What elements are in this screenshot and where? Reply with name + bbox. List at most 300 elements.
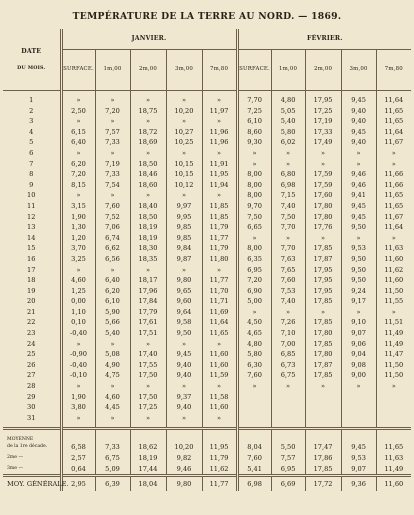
jan-value-cell: 9,58 bbox=[166, 317, 202, 328]
jan-value-cell: 11,60 bbox=[202, 360, 237, 371]
jan-value-cell: 17,79 bbox=[130, 307, 166, 318]
jan-value-cell: » bbox=[166, 381, 202, 392]
feb-value-cell: » bbox=[341, 148, 376, 159]
feb-summary-cell: 17,86 bbox=[305, 453, 341, 464]
table-row bbox=[3, 286, 411, 297]
jan-value-cell: » bbox=[95, 381, 130, 392]
feb-value-cell: 9,24 bbox=[341, 286, 376, 297]
jan-value-cell: 7,33 bbox=[95, 137, 130, 148]
jan-value-cell: 11,94 bbox=[202, 180, 237, 191]
jan-value-cell: 9,40 bbox=[166, 360, 202, 371]
table-row bbox=[3, 106, 411, 117]
empty-cell bbox=[95, 429, 130, 443]
table-row bbox=[3, 137, 411, 148]
feb-value-cell: 6,73 bbox=[271, 360, 305, 371]
feb-value-cell: » bbox=[376, 307, 411, 318]
feb-value-cell: 9,45 bbox=[341, 95, 376, 106]
feb-value-cell: » bbox=[376, 233, 411, 244]
jan-value-cell: » bbox=[202, 339, 237, 350]
feb-general-cell: 9,36 bbox=[341, 476, 376, 492]
jan-value-cell: » bbox=[166, 95, 202, 106]
feb-value-cell: 9,06 bbox=[341, 339, 376, 350]
feb-general-cell: 11,60 bbox=[376, 476, 411, 492]
feb-value-cell: 9,04 bbox=[341, 349, 376, 360]
feb-value-cell: 6,75 bbox=[271, 370, 305, 381]
jan-value-cell: 11,95 bbox=[202, 169, 237, 180]
feb-value-cell: 7,40 bbox=[271, 201, 305, 212]
feb-summary-cell: 5,50 bbox=[271, 442, 305, 453]
feb-value-cell: 6,98 bbox=[271, 180, 305, 191]
jan-summary-cell: 18,19 bbox=[130, 453, 166, 464]
jan-value-cell: 10,27 bbox=[166, 127, 202, 138]
jan-value-cell: 11,60 bbox=[202, 349, 237, 360]
feb-value-cell: 7,20 bbox=[237, 275, 271, 286]
feb-value-cell: 7,70 bbox=[271, 243, 305, 254]
jan-value-cell: 6,40 bbox=[95, 275, 130, 286]
jan-summary-cell: 7,33 bbox=[95, 442, 130, 453]
jan-value-cell: » bbox=[202, 381, 237, 392]
jan-value-cell: » bbox=[61, 95, 95, 106]
empty-cell bbox=[376, 429, 411, 443]
feb-value-cell: » bbox=[271, 307, 305, 318]
feb-value-cell: 7,63 bbox=[271, 254, 305, 265]
day-cell: 14 bbox=[27, 233, 36, 242]
jan-summary-cell: 18,62 bbox=[130, 442, 166, 453]
summary-label: 3me — bbox=[7, 465, 24, 471]
general-average-row bbox=[3, 476, 411, 492]
jan-value-cell: 7,54 bbox=[95, 180, 130, 191]
jan-value-cell: 6,74 bbox=[95, 233, 130, 244]
jan-value-cell: 9,40 bbox=[166, 370, 202, 381]
feb-value-cell: 4,80 bbox=[271, 95, 305, 106]
day-cell: 17 bbox=[27, 265, 36, 274]
jan-value-cell: » bbox=[61, 339, 95, 350]
page-title: TEMPÉRATURE DE LA TERRE AU NORD. — 1869. bbox=[72, 11, 342, 22]
feb-value-cell: 7,15 bbox=[271, 190, 305, 201]
jan-value-cell: 8,15 bbox=[61, 180, 95, 191]
feb-value-cell: 5,80 bbox=[271, 127, 305, 138]
feb-value-cell: 7,25 bbox=[237, 106, 271, 117]
feb-value-cell: 11,67 bbox=[376, 137, 411, 148]
feb-value-cell: 5,80 bbox=[237, 349, 271, 360]
jan-value-cell: » bbox=[130, 339, 166, 350]
jan-value-cell: 6,20 bbox=[61, 159, 95, 170]
feb-value-cell: 9,40 bbox=[341, 106, 376, 117]
empty-cell bbox=[271, 429, 305, 443]
empty-cell bbox=[305, 429, 341, 443]
day-cell: 20 bbox=[27, 297, 36, 306]
jan-value-cell: 11,79 bbox=[202, 222, 237, 233]
feb-value-cell: 9,70 bbox=[237, 201, 271, 212]
jan-value-cell: » bbox=[95, 413, 130, 424]
table-row bbox=[3, 233, 411, 244]
jan-value-cell: » bbox=[95, 116, 130, 127]
jan-value-cell: 3,25 bbox=[61, 254, 95, 265]
jan-value-cell: 9,40 bbox=[166, 402, 202, 413]
feb-value-cell: 6,80 bbox=[271, 169, 305, 180]
jan-value-cell: 18,30 bbox=[130, 243, 166, 254]
feb-value-cell bbox=[341, 402, 376, 413]
table-row bbox=[3, 254, 411, 265]
jan-value-cell: 9,84 bbox=[166, 243, 202, 254]
feb-value-cell: 4,65 bbox=[237, 328, 271, 339]
feb-value-cell bbox=[305, 392, 341, 403]
jan-summary-cell: 6,75 bbox=[95, 453, 130, 464]
temperature-table bbox=[3, 29, 411, 491]
feb-value-cell: 8,00 bbox=[237, 180, 271, 191]
feb-value-cell: » bbox=[341, 233, 376, 244]
jan-value-cell: 11,77 bbox=[202, 233, 237, 244]
feb-value-cell: 17,95 bbox=[305, 265, 341, 276]
day-cell: 21 bbox=[27, 307, 36, 316]
day-cell: 24 bbox=[27, 339, 36, 348]
jan-value-cell: » bbox=[61, 381, 95, 392]
jan-value-cell: 18,46 bbox=[130, 169, 166, 180]
jan-value-cell: » bbox=[61, 148, 95, 159]
jan-summary-cell: 9,46 bbox=[166, 464, 202, 476]
jan-value-cell: 18,50 bbox=[130, 159, 166, 170]
jan-value-cell: » bbox=[202, 265, 237, 276]
summary-header: MOYENNE bbox=[7, 436, 34, 442]
jan-value-cell: -0,10 bbox=[61, 370, 95, 381]
table-row bbox=[3, 307, 411, 318]
day-cell: 16 bbox=[27, 254, 36, 263]
day-cell: 31 bbox=[27, 413, 36, 422]
jan-value-cell: 7,20 bbox=[61, 169, 95, 180]
feb-value-cell: » bbox=[305, 307, 341, 318]
feb-value-cell: 6,10 bbox=[237, 116, 271, 127]
table-row bbox=[3, 339, 411, 350]
feb-general-cell: 6,98 bbox=[237, 476, 271, 492]
jan-value-cell: 11,59 bbox=[202, 370, 237, 381]
jan-value-cell: » bbox=[130, 95, 166, 106]
jan-summary-cell: 9,82 bbox=[166, 453, 202, 464]
jan-value-cell: 11,71 bbox=[202, 296, 237, 307]
jan-value-cell: 10,15 bbox=[166, 159, 202, 170]
summary-header-row bbox=[3, 429, 411, 443]
feb-value-cell: 9,10 bbox=[341, 317, 376, 328]
jan-value-cell: 4,90 bbox=[95, 360, 130, 371]
feb-value-cell: 17,80 bbox=[305, 201, 341, 212]
feb-depth-header: SURFACE. bbox=[237, 50, 271, 91]
jan-value-cell: -0,90 bbox=[61, 349, 95, 360]
feb-value-cell: » bbox=[237, 159, 271, 170]
jan-value-cell: 18,17 bbox=[130, 275, 166, 286]
jan-value-cell: » bbox=[166, 339, 202, 350]
jan-value-cell: 7,20 bbox=[95, 106, 130, 117]
jan-value-cell: 1,25 bbox=[61, 286, 95, 297]
feb-value-cell bbox=[305, 402, 341, 413]
feb-value-cell: 5,00 bbox=[237, 296, 271, 307]
jan-value-cell: 9,87 bbox=[166, 254, 202, 265]
jan-value-cell: 6,15 bbox=[61, 127, 95, 138]
feb-value-cell: » bbox=[341, 307, 376, 318]
jan-value-cell: » bbox=[95, 265, 130, 276]
jan-value-cell: 11,85 bbox=[202, 201, 237, 212]
table-row bbox=[3, 265, 411, 276]
feb-value-cell: 8,60 bbox=[237, 127, 271, 138]
feb-value-cell: 6,02 bbox=[271, 137, 305, 148]
feb-value-cell: 11,60 bbox=[376, 275, 411, 286]
jan-value-cell: » bbox=[202, 95, 237, 106]
feb-value-cell: 9,45 bbox=[341, 127, 376, 138]
feb-value-cell: 4,80 bbox=[237, 339, 271, 350]
feb-value-cell: 9,08 bbox=[341, 360, 376, 371]
table-row bbox=[3, 275, 411, 286]
jan-value-cell: 5,90 bbox=[95, 307, 130, 318]
feb-value-cell: » bbox=[271, 148, 305, 159]
jan-value-cell: 9,80 bbox=[166, 275, 202, 286]
jan-summary-cell: 11,95 bbox=[202, 442, 237, 453]
feb-value-cell: 11,51 bbox=[376, 317, 411, 328]
feb-value-cell: » bbox=[305, 148, 341, 159]
feb-depth-header: 3m,00 bbox=[341, 50, 376, 91]
feb-value-cell: 7,50 bbox=[237, 212, 271, 223]
feb-value-cell: 7,60 bbox=[271, 275, 305, 286]
jan-value-cell: 6,40 bbox=[61, 137, 95, 148]
day-cell: 27 bbox=[27, 371, 36, 380]
jan-value-cell: 6,20 bbox=[95, 286, 130, 297]
jan-value-cell: 4,60 bbox=[95, 392, 130, 403]
date-label: DATE bbox=[21, 47, 42, 55]
jan-value-cell: » bbox=[130, 148, 166, 159]
jan-depth-header: 3m,00 bbox=[166, 50, 202, 91]
feb-value-cell: 7,70 bbox=[271, 222, 305, 233]
jan-value-cell: » bbox=[61, 190, 95, 201]
feb-value-cell: 7,00 bbox=[271, 339, 305, 350]
jan-summary-cell: 10,20 bbox=[166, 442, 202, 453]
jan-value-cell: 7,57 bbox=[95, 127, 130, 138]
table-row bbox=[3, 148, 411, 159]
jan-value-cell: 11,79 bbox=[202, 243, 237, 254]
jan-value-cell: 11,58 bbox=[202, 392, 237, 403]
jan-value-cell: 0,10 bbox=[61, 317, 95, 328]
feb-summary-cell: 11,49 bbox=[376, 464, 411, 476]
feb-value-cell: 17,19 bbox=[305, 116, 341, 127]
feb-value-cell: » bbox=[305, 233, 341, 244]
jan-value-cell: » bbox=[130, 190, 166, 201]
jan-value-cell: 9,85 bbox=[166, 233, 202, 244]
feb-value-cell bbox=[341, 413, 376, 424]
jan-summary-cell: 17,44 bbox=[130, 464, 166, 476]
day-cell: 3 bbox=[29, 117, 34, 126]
feb-value-cell bbox=[271, 392, 305, 403]
feb-general-cell: 6,69 bbox=[271, 476, 305, 492]
feb-value-cell: 11,55 bbox=[376, 296, 411, 307]
jan-value-cell: 4,45 bbox=[95, 402, 130, 413]
jan-value-cell: 7,60 bbox=[95, 201, 130, 212]
feb-value-cell: 9,17 bbox=[341, 296, 376, 307]
feb-value-cell: 9,50 bbox=[341, 275, 376, 286]
jan-value-cell: 9,50 bbox=[166, 328, 202, 339]
day-cell: 5 bbox=[29, 138, 34, 147]
table-row bbox=[3, 402, 411, 413]
feb-value-cell bbox=[271, 413, 305, 424]
feb-value-cell: 11,50 bbox=[376, 360, 411, 371]
day-cell: 15 bbox=[27, 244, 36, 253]
feb-value-cell: 17,25 bbox=[305, 106, 341, 117]
jan-value-cell: » bbox=[202, 190, 237, 201]
feb-value-cell: 17,95 bbox=[305, 95, 341, 106]
jan-summary-cell: 6,58 bbox=[61, 442, 95, 453]
jan-value-cell: » bbox=[202, 413, 237, 424]
empty-cell bbox=[130, 429, 166, 443]
jan-summary-cell: 11,79 bbox=[202, 453, 237, 464]
empty-cell bbox=[61, 429, 95, 443]
day-cell: 22 bbox=[27, 318, 36, 327]
feb-summary-cell: 17,47 bbox=[305, 442, 341, 453]
feb-value-cell: 11,65 bbox=[376, 201, 411, 212]
feb-value-cell: 6,90 bbox=[237, 286, 271, 297]
jan-summary-cell: 0,64 bbox=[61, 464, 95, 476]
jan-value-cell: 1,90 bbox=[61, 392, 95, 403]
feb-value-cell: 17,87 bbox=[305, 254, 341, 265]
feb-value-cell: » bbox=[237, 307, 271, 318]
feb-value-cell: 7,40 bbox=[271, 296, 305, 307]
feb-value-cell: 9,41 bbox=[341, 190, 376, 201]
jan-general-cell: 11,77 bbox=[202, 476, 237, 492]
day-cell: 19 bbox=[27, 286, 36, 295]
feb-value-cell: 9,45 bbox=[341, 201, 376, 212]
table-row bbox=[3, 328, 411, 339]
jan-value-cell: 17,51 bbox=[130, 328, 166, 339]
feb-value-cell: 11,49 bbox=[376, 339, 411, 350]
day-cell: 8 bbox=[29, 170, 34, 179]
feb-value-cell: 17,80 bbox=[305, 212, 341, 223]
empty-cell bbox=[341, 429, 376, 443]
summary-rows bbox=[3, 429, 411, 491]
jan-value-cell: 10,12 bbox=[166, 180, 202, 191]
day-cell: 30 bbox=[27, 403, 36, 412]
feb-value-cell: » bbox=[237, 148, 271, 159]
feb-value-cell: 8,00 bbox=[237, 190, 271, 201]
jan-value-cell: 11,65 bbox=[202, 328, 237, 339]
jan-value-cell: 18,19 bbox=[130, 222, 166, 233]
feb-value-cell: 11,64 bbox=[376, 222, 411, 233]
feb-value-cell: 11,50 bbox=[376, 286, 411, 297]
summary-row bbox=[3, 464, 411, 476]
feb-summary-cell: 11,63 bbox=[376, 453, 411, 464]
feb-value-cell bbox=[237, 413, 271, 424]
jan-value-cell: » bbox=[166, 116, 202, 127]
jan-value-cell: 5,40 bbox=[95, 328, 130, 339]
day-cell: 25 bbox=[27, 350, 36, 359]
feb-value-cell: 7,53 bbox=[271, 286, 305, 297]
jan-value-cell: 3,15 bbox=[61, 201, 95, 212]
table-row bbox=[3, 212, 411, 223]
feb-summary-cell: 17,85 bbox=[305, 464, 341, 476]
feb-value-cell: 9,40 bbox=[341, 116, 376, 127]
day-cell: 12 bbox=[27, 212, 36, 221]
feb-summary-cell: 9,07 bbox=[341, 464, 376, 476]
jan-value-cell: 11,91 bbox=[202, 159, 237, 170]
summary-row bbox=[3, 442, 411, 453]
jan-value-cell: » bbox=[166, 148, 202, 159]
table-row bbox=[3, 116, 411, 127]
feb-value-cell: 17,85 bbox=[305, 243, 341, 254]
feb-value-cell: 7,70 bbox=[237, 95, 271, 106]
jan-value-cell: 9,45 bbox=[166, 349, 202, 360]
jan-value-cell: 1,90 bbox=[61, 212, 95, 223]
feb-value-cell: 11,65 bbox=[376, 190, 411, 201]
empty-cell bbox=[166, 429, 202, 443]
day-cell: 6 bbox=[29, 148, 34, 157]
feb-value-cell: 11,50 bbox=[376, 370, 411, 381]
jan-value-cell: 10,20 bbox=[166, 106, 202, 117]
feb-value-cell: » bbox=[341, 381, 376, 392]
feb-value-cell: 17,59 bbox=[305, 169, 341, 180]
day-cell: 4 bbox=[29, 127, 34, 136]
jan-value-cell: 10,25 bbox=[166, 137, 202, 148]
jan-value-cell: 11,96 bbox=[202, 127, 237, 138]
feb-value-cell: 9,07 bbox=[341, 328, 376, 339]
jan-value-cell: 6,62 bbox=[95, 243, 130, 254]
table-row bbox=[3, 169, 411, 180]
jan-value-cell: » bbox=[130, 116, 166, 127]
jan-value-cell: 9,60 bbox=[166, 296, 202, 307]
table-row bbox=[3, 317, 411, 328]
feb-value-cell: 9,46 bbox=[341, 180, 376, 191]
jan-value-cell: 11,77 bbox=[202, 275, 237, 286]
jan-value-cell: » bbox=[61, 413, 95, 424]
day-cell: 28 bbox=[27, 382, 36, 391]
feb-value-cell: 17,60 bbox=[305, 190, 341, 201]
feb-value-cell bbox=[237, 392, 271, 403]
jan-depth-header: 1m,00 bbox=[95, 50, 130, 91]
jan-value-cell: 17,50 bbox=[130, 370, 166, 381]
feb-value-cell: » bbox=[376, 381, 411, 392]
summary-row bbox=[3, 453, 411, 464]
jan-value-cell: » bbox=[202, 148, 237, 159]
feb-value-cell: 17,33 bbox=[305, 127, 341, 138]
feb-value-cell: 9,45 bbox=[341, 212, 376, 223]
feb-value-cell: 9,30 bbox=[237, 137, 271, 148]
feb-value-cell: » bbox=[376, 148, 411, 159]
feb-value-cell bbox=[237, 402, 271, 413]
table-row bbox=[3, 222, 411, 233]
jan-value-cell: » bbox=[95, 339, 130, 350]
jan-value-cell: 17,96 bbox=[130, 286, 166, 297]
feb-value-cell: 8,00 bbox=[237, 243, 271, 254]
jan-depth-header: SURFACE. bbox=[61, 50, 95, 91]
jan-value-cell: 9,37 bbox=[166, 392, 202, 403]
jan-depth-header: 2m,00 bbox=[130, 50, 166, 91]
feb-value-cell: 9,50 bbox=[341, 254, 376, 265]
jan-value-cell: » bbox=[130, 381, 166, 392]
jan-value-cell: 3,80 bbox=[61, 402, 95, 413]
jan-summary-cell: 11,62 bbox=[202, 464, 237, 476]
jan-value-cell: 1,20 bbox=[61, 233, 95, 244]
feb-value-cell: » bbox=[271, 233, 305, 244]
feb-value-cell: 4,50 bbox=[237, 317, 271, 328]
jan-value-cell: » bbox=[166, 265, 202, 276]
feb-value-cell: 11,64 bbox=[376, 127, 411, 138]
february-header: FÉVRIER. bbox=[237, 29, 411, 50]
feb-value-cell: 5,05 bbox=[271, 106, 305, 117]
feb-value-cell: 8,00 bbox=[237, 169, 271, 180]
jan-value-cell: 18,19 bbox=[130, 233, 166, 244]
feb-value-cell: 11,67 bbox=[376, 212, 411, 223]
jan-value-cell: 18,75 bbox=[130, 106, 166, 117]
jan-value-cell: 7,06 bbox=[95, 222, 130, 233]
jan-value-cell: 17,55 bbox=[130, 360, 166, 371]
jan-value-cell: » bbox=[130, 265, 166, 276]
feb-value-cell: » bbox=[271, 381, 305, 392]
jan-summary-cell: 5,09 bbox=[95, 464, 130, 476]
feb-value-cell: 9,53 bbox=[341, 243, 376, 254]
table-row bbox=[3, 201, 411, 212]
feb-value-cell: 17,85 bbox=[305, 370, 341, 381]
